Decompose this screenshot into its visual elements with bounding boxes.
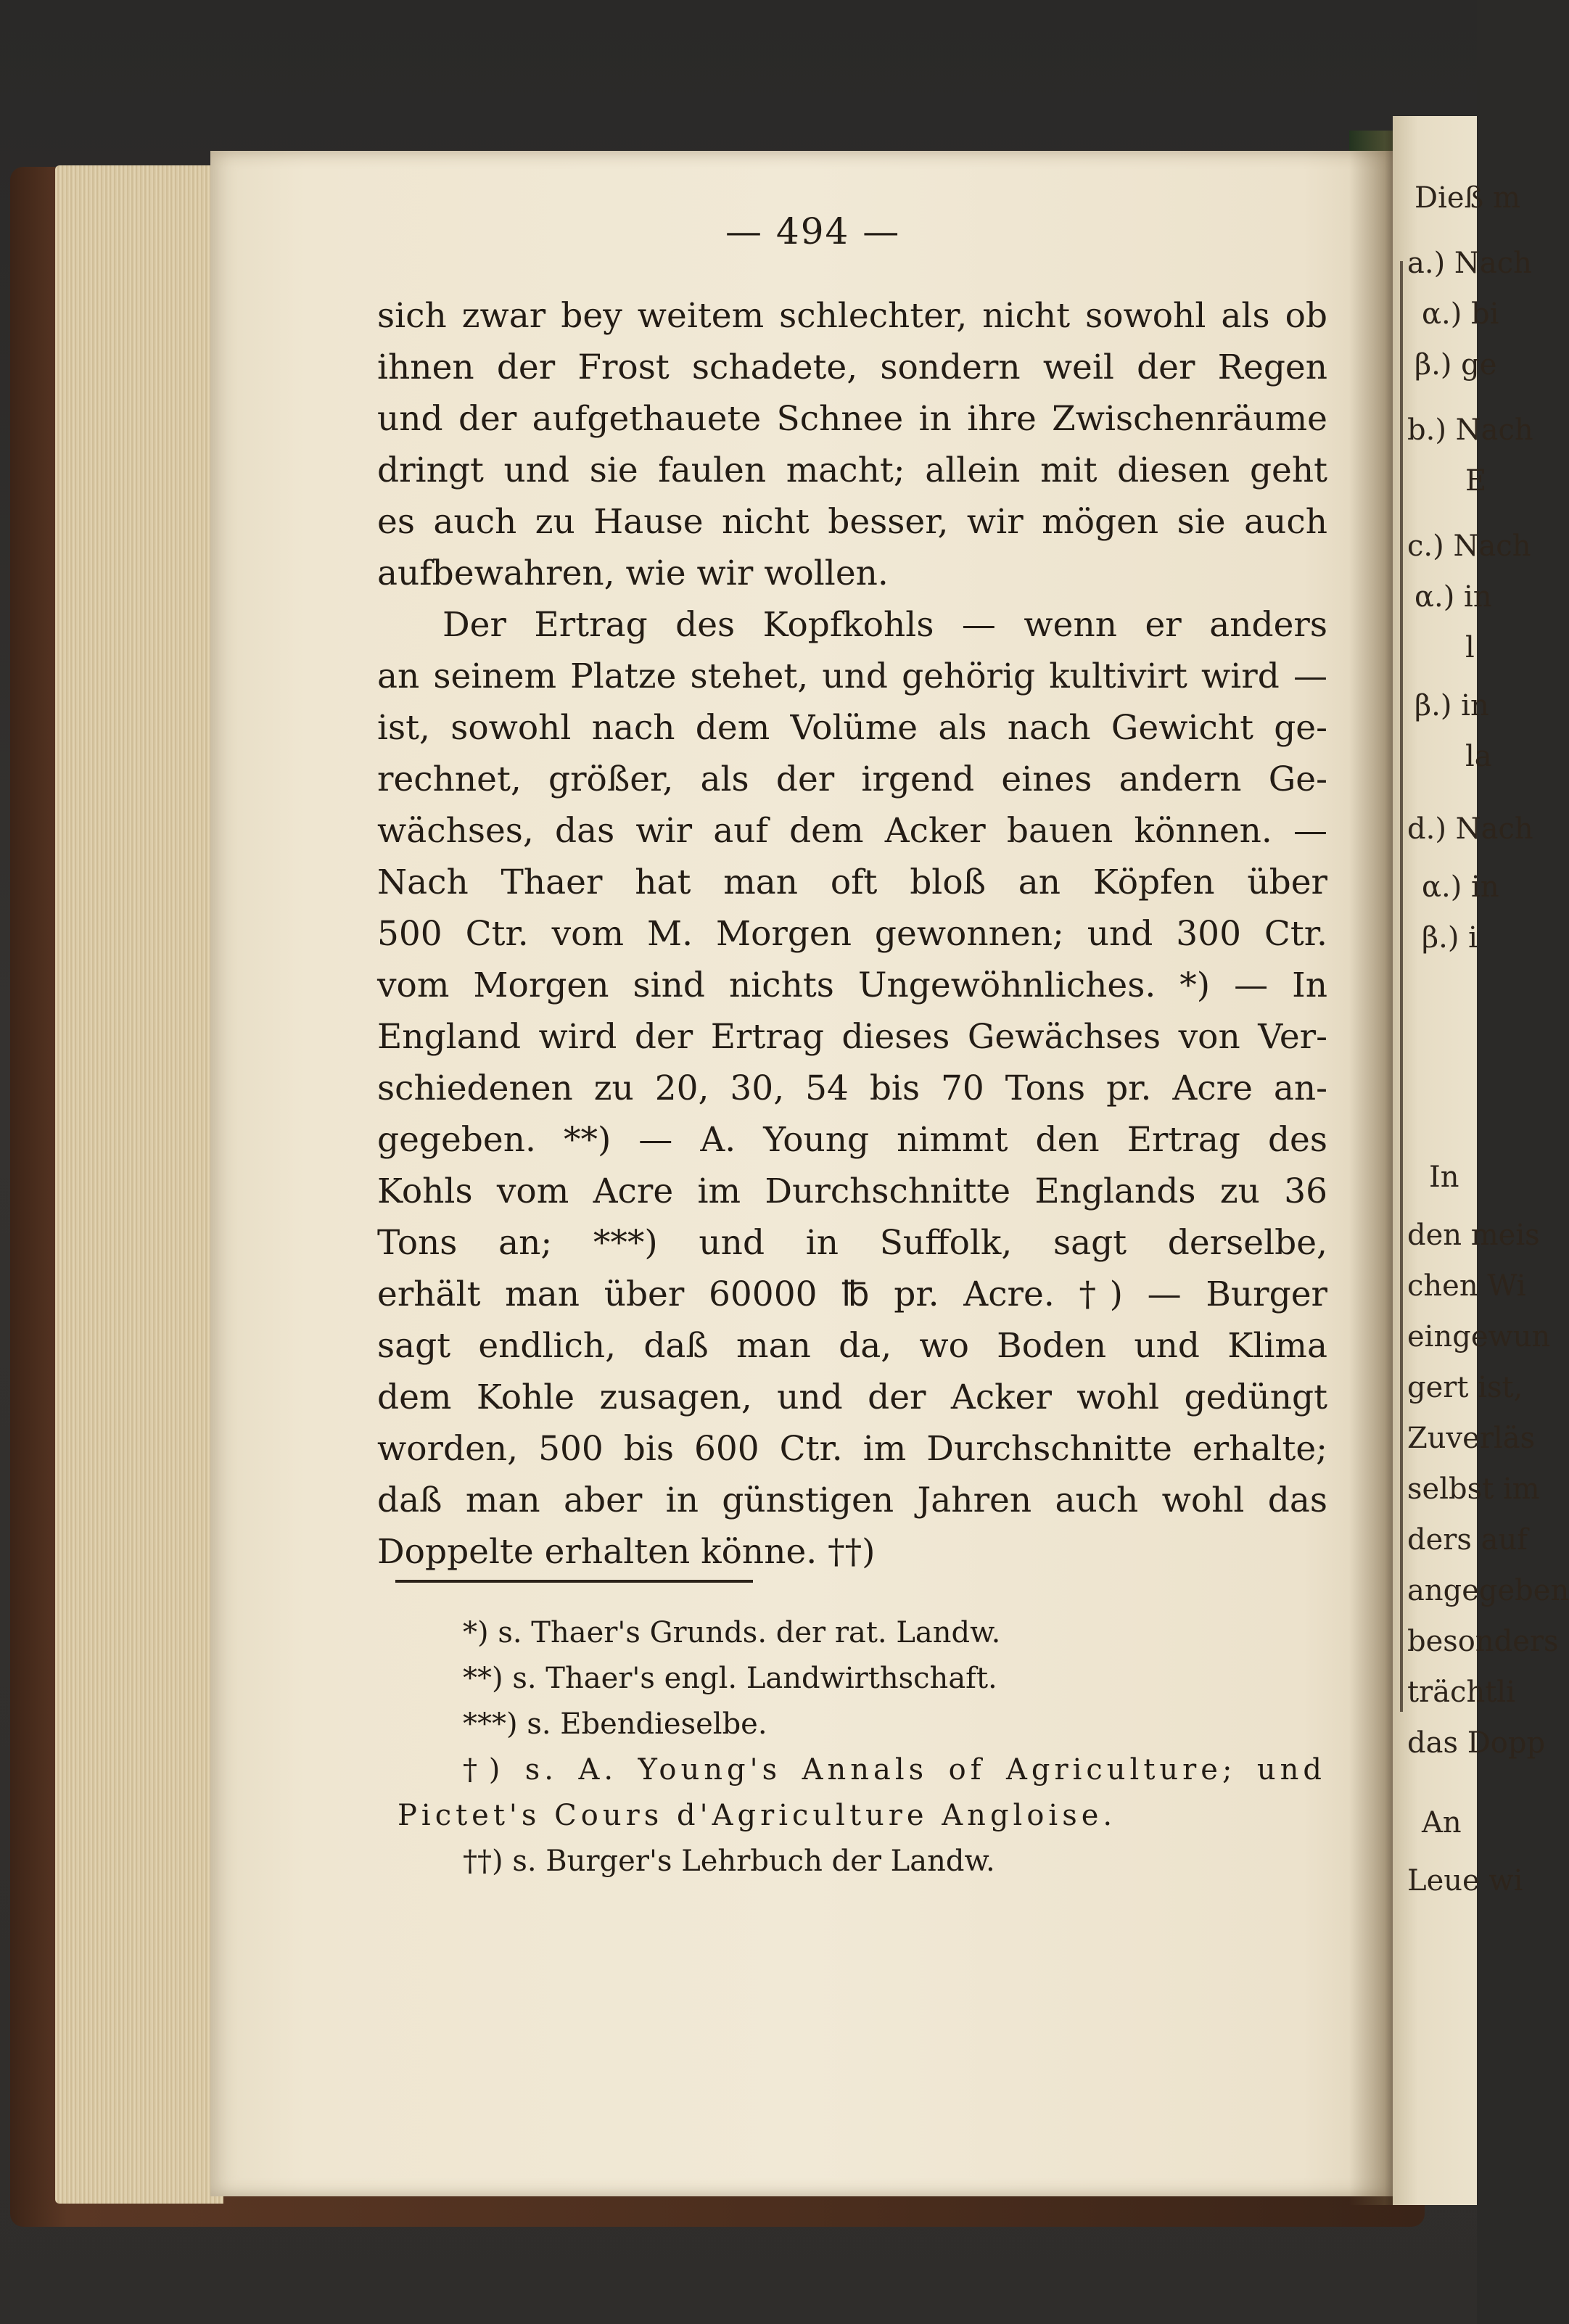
body-line: dem Kohle zusagen, und der Acker wohl gedüngt xyxy=(377,1377,1327,1417)
body-line: Der Ertrag des Kopfkohls — wenn er anders xyxy=(442,605,1327,645)
facing-page-rule xyxy=(1400,261,1403,1712)
facing-line: l xyxy=(1465,631,1475,664)
body-line: Kohls vom Acre im Durchschnitte Englands zu 36 xyxy=(377,1171,1327,1211)
body-line: sagt endlich, daß man da, wo Boden und Klima xyxy=(377,1326,1327,1366)
facing-line: ders auf xyxy=(1407,1523,1528,1557)
facing-line: β.) ge xyxy=(1414,348,1497,382)
footnote: **) s. Thaer's engl. Landwirthschaft. xyxy=(463,1662,997,1695)
facing-line: α.) in xyxy=(1414,580,1492,614)
body-line: England wird der Ertrag dieses Gewächses von Ver- xyxy=(377,1017,1327,1057)
facing-line: Zuverläs xyxy=(1407,1422,1536,1455)
facing-line: trächtli xyxy=(1407,1676,1515,1709)
facing-line: das Dopp xyxy=(1407,1726,1546,1760)
body-line: es auch zu Hause nicht besser, wir mögen sie auch xyxy=(377,502,1327,542)
footnote-rule xyxy=(395,1580,753,1583)
body-line: vom Morgen sind nichts Ungewöhnliches. *) — In xyxy=(377,965,1327,1005)
body-line: an seinem Platze stehet, und gehörig kultivirt wird — xyxy=(377,656,1327,696)
facing-line: α.) in xyxy=(1422,870,1499,904)
body-line: Tons an; ***) und in Suffolk, sagt derselbe, xyxy=(377,1223,1327,1263)
facing-line: c.) Nach xyxy=(1407,530,1531,563)
facing-line: a.) Nach xyxy=(1407,247,1532,280)
facing-line: Leue wi xyxy=(1407,1864,1523,1897)
body-line: wächses, das wir auf dem Acker bauen können. — xyxy=(377,811,1327,851)
facing-line: In xyxy=(1429,1161,1459,1194)
facing-line: b.) Nach xyxy=(1407,413,1533,447)
facing-line: Dieß m xyxy=(1414,181,1520,215)
footnote: ††) s. Burger's Lehrbuch der Landw. xyxy=(463,1845,995,1878)
facing-line: E xyxy=(1465,464,1487,498)
page-number: — 494 — xyxy=(725,210,901,252)
body-line: ist, sowohl nach dem Volüme als nach Gewicht ge- xyxy=(377,708,1327,748)
body-line: gegeben. **) — A. Young nimmt den Ertrag des xyxy=(377,1120,1327,1160)
facing-line: chen Wi xyxy=(1407,1269,1526,1303)
page-edges xyxy=(55,165,223,2204)
facing-line: besonders xyxy=(1407,1625,1559,1658)
body-line: 500 Ctr. vom M. Morgen gewonnen; und 300 Ctr. xyxy=(377,914,1327,954)
facing-line: selbst im xyxy=(1407,1472,1540,1506)
facing-line: angegeben xyxy=(1407,1574,1569,1607)
footnote: *) s. Thaer's Grunds. der rat. Landw. xyxy=(463,1616,1001,1649)
facing-page xyxy=(1393,116,1569,2205)
body-line: Doppelte erhalten könne. ††) xyxy=(377,1532,876,1572)
footnote: ***) s. Ebendieselbe. xyxy=(463,1707,767,1741)
body-line: schiedenen zu 20, 30, 54 bis 70 Tons pr. Acre an- xyxy=(377,1068,1327,1108)
facing-line: An xyxy=(1422,1806,1462,1839)
body-text xyxy=(377,290,1327,1578)
facing-line: β.) i xyxy=(1422,921,1478,955)
body-line: rechnet, größer, als der irgend eines andern Ge- xyxy=(377,759,1327,799)
body-line: sich zwar bey weitem schlechter, nicht sowohl als ob xyxy=(377,296,1327,336)
facing-line: d.) Nach xyxy=(1407,812,1533,846)
body-line: dringt und sie faulen macht; allein mit diesen geht xyxy=(377,450,1327,490)
footnotes xyxy=(398,1610,1326,1884)
footnote: †) s. A. Young's Annals of Agriculture; und xyxy=(463,1753,1326,1787)
facing-line: gert ist, xyxy=(1407,1371,1523,1404)
body-line: Nach Thaer hat man oft bloß an Köpfen über xyxy=(377,862,1327,902)
body-line: aufbewahren, wie wir wollen. xyxy=(377,553,889,593)
facing-line: den meis xyxy=(1407,1219,1540,1252)
facing-line: eingewun xyxy=(1407,1320,1551,1353)
body-line: worden, 500 bis 600 Ctr. im Durchschnitte erhalte; xyxy=(377,1429,1327,1469)
footnote: Pictet's Cours d'Agriculture Angloise. xyxy=(398,1799,1117,1832)
facing-line: la xyxy=(1465,740,1492,773)
body-line: und der aufgethauete Schnee in ihre Zwischenräume xyxy=(377,399,1327,439)
facing-line: α.) bi xyxy=(1422,297,1499,331)
body-line: daß man aber in günstigen Jahren auch wohl das xyxy=(377,1480,1327,1520)
body-line: ihnen der Frost schadete, sondern weil der Regen xyxy=(377,347,1327,387)
body-line: erhält man über 60000 ℔ pr. Acre. †) — Burger xyxy=(377,1274,1327,1314)
facing-line: β.) in xyxy=(1414,689,1489,722)
